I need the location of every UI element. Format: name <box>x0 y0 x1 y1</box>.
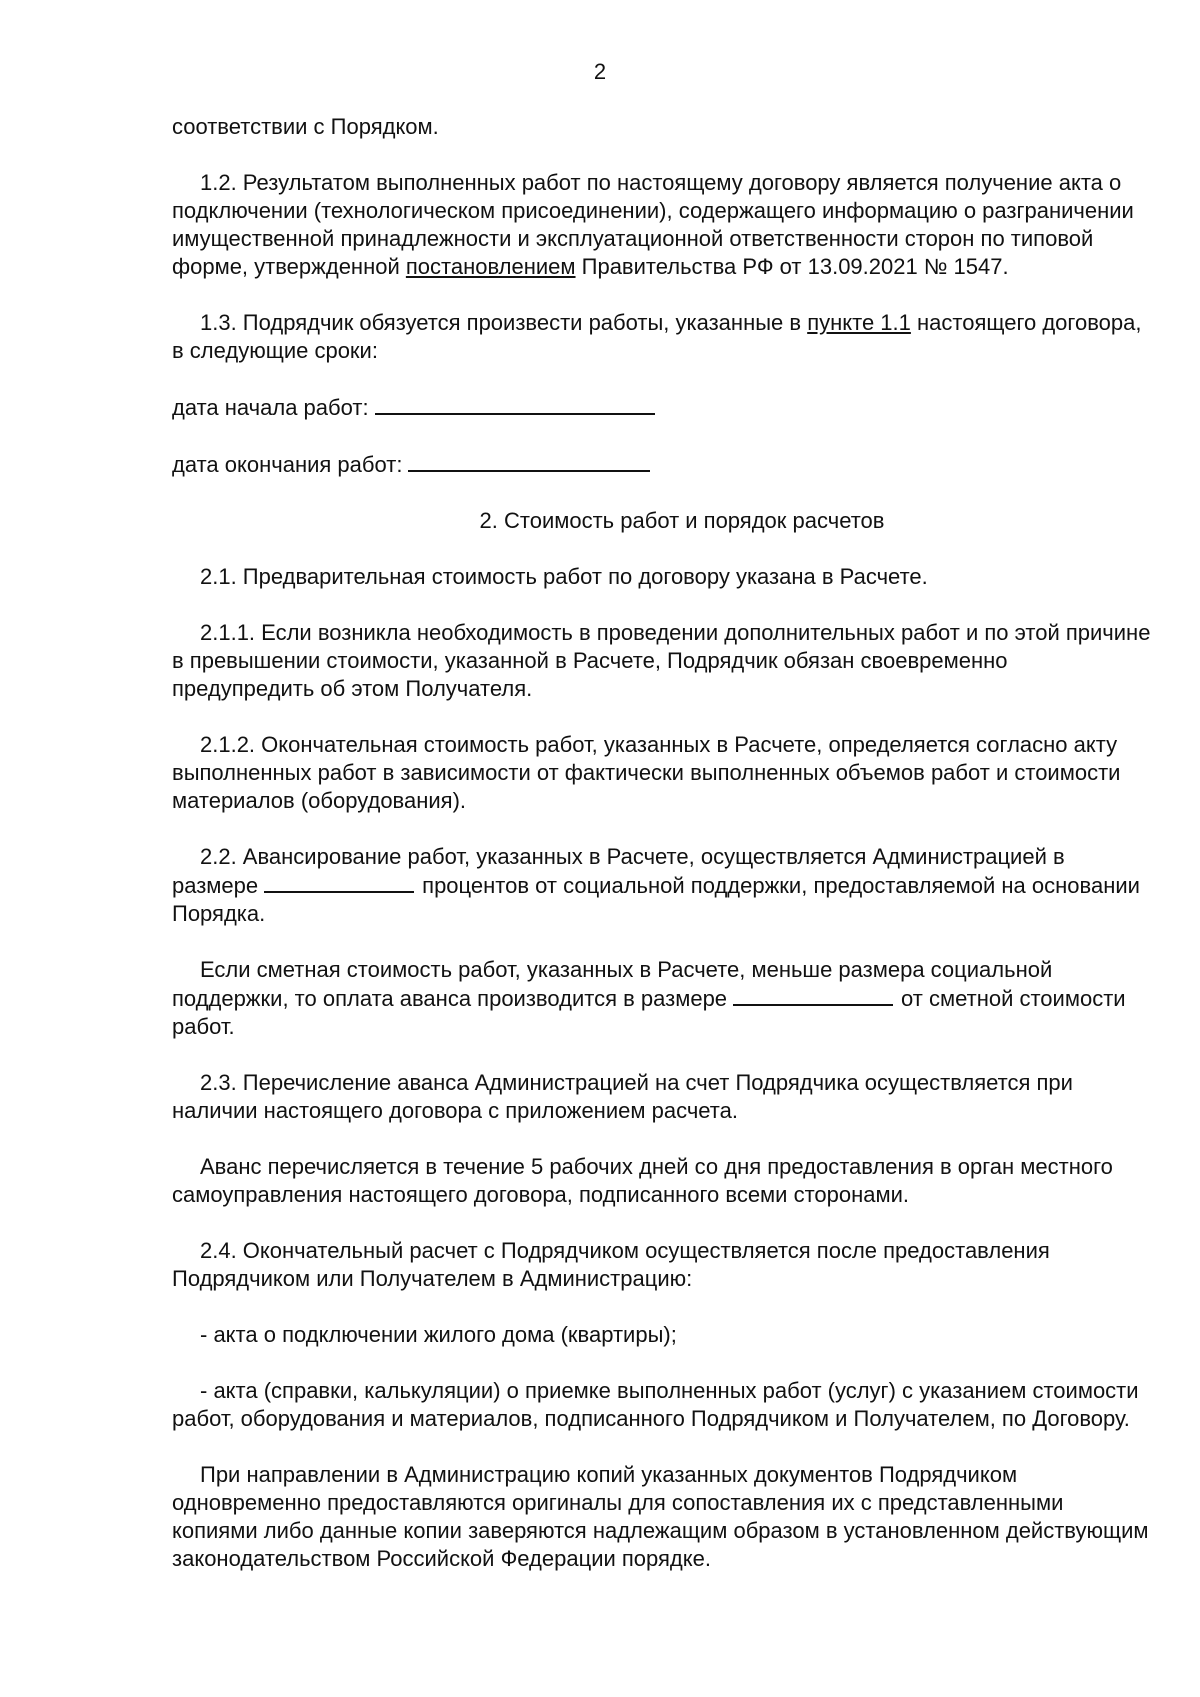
paragraph-1-3-text-start: 1.3. Подрядчик обязуется произвести работы, указанные в <box>200 310 808 335</box>
list-item-connection-act: - акта о подключении жилого дома (квартиры); <box>200 1322 677 1347</box>
paragraph-2-2-estimate-text-start: Если сметная стоимость работ, указанных в Расчете, меньше размера социальной поддержки, то оплата аванса производится в размере <box>172 957 1053 1011</box>
paragraph-2-2-text-start: 2.2. Авансирование работ, указанных в Расчете, осуществляется Администрацией в размере <box>172 844 1065 898</box>
section-2-heading: 2. Стоимость работ и порядок расчетов <box>479 508 885 533</box>
paragraph-2-2-text-end: процентов от социальной поддержки, предоставляемой на основании Порядка. <box>172 873 1140 926</box>
paragraph-continuation: соответствии с Порядком. <box>172 114 439 139</box>
paragraph-1-3-text-end: настоящего договора, в следующие сроки: <box>172 310 1142 363</box>
paragraph-2-2-estimate-text-end: от сметной стоимости работ. <box>172 986 1126 1039</box>
work-start-date-line <box>172 393 1152 422</box>
clause-1-1-link[interactable]: пункте 1.1 <box>807 310 911 335</box>
paragraph-document-copies: При направлении в Администрацию копий указанных документов Подрядчиком одновременно предоставляются оригиналы для сопоставления их с представленными копиями либо данные копии заверяются надлежащим образом в установленном действующим законодательством Российской Федерации порядке. <box>172 1462 1149 1571</box>
work-start-date-label: дата начала работ: <box>172 395 369 420</box>
work-end-date-line <box>172 450 1152 479</box>
paragraph-1-2-text-end: Правительства РФ от 13.09.2021 № 1547. <box>575 254 1009 279</box>
paragraph-2-3: 2.3. Перечисление аванса Администрацией на счет Подрядчика осуществляется при наличии настоящего договора с приложением расчета. <box>172 1070 1073 1123</box>
advance-amount-blank <box>733 984 893 1006</box>
paragraph-1-3 <box>172 309 1152 365</box>
advance-percent-blank <box>264 871 414 893</box>
paragraph-2-1-1: 2.1.1. Если возникла необходимость в проведении дополнительных работ и по этой причине в превышении стоимости, указанной в Расчете, Подрядчик обязан своевременно предупредить об этом Получателя. <box>172 620 1151 701</box>
paragraph-2-1: 2.1. Предварительная стоимость работ по договору указана в Расчете. <box>200 564 928 589</box>
paragraph-advance-transfer: Аванс перечисляется в течение 5 рабочих дней со дня предоставления в орган местного самоуправления настоящего договора, подписанного всеми сторонами. <box>172 1154 1113 1207</box>
paragraph-2-4: 2.4. Окончательный расчет с Подрядчиком осуществляется после предоставления Подрядчиком или Получателем в Администрацию: <box>172 1238 1050 1291</box>
paragraph-1-2-text-start: 1.2. Результатом выполненных работ по настоящему договору является получение акта о подключении (технологическом присоединении), содержащего информацию о разграничении имущественной принадлежности и эксплуатационной ответственности сторон по типовой форме, утвержденной <box>172 170 1134 279</box>
page-number: 2 <box>593 59 607 84</box>
list-item-acceptance-act: - акта (справки, калькуляции) о приемке выполненных работ (услуг) с указанием стоимости работ, оборудования и материалов, подписанного Подрядчиком и Получателем, по Договору. <box>172 1378 1139 1431</box>
resolution-link[interactable]: постановлением <box>405 254 576 279</box>
paragraph-2-2 <box>172 843 1152 928</box>
work-end-date-label: дата окончания работ: <box>172 452 403 477</box>
work-end-date-blank <box>408 450 650 472</box>
document-body <box>172 113 1152 1601</box>
paragraph-2-2-estimate <box>172 956 1152 1041</box>
work-start-date-blank <box>375 393 655 415</box>
paragraph-2-1-2: 2.1.2. Окончательная стоимость работ, указанных в Расчете, определяется согласно акту выполненных работ в зависимости от фактически выполненных объемов работ и стоимости материалов (оборудования). <box>172 732 1121 813</box>
paragraph-1-2 <box>172 169 1152 281</box>
